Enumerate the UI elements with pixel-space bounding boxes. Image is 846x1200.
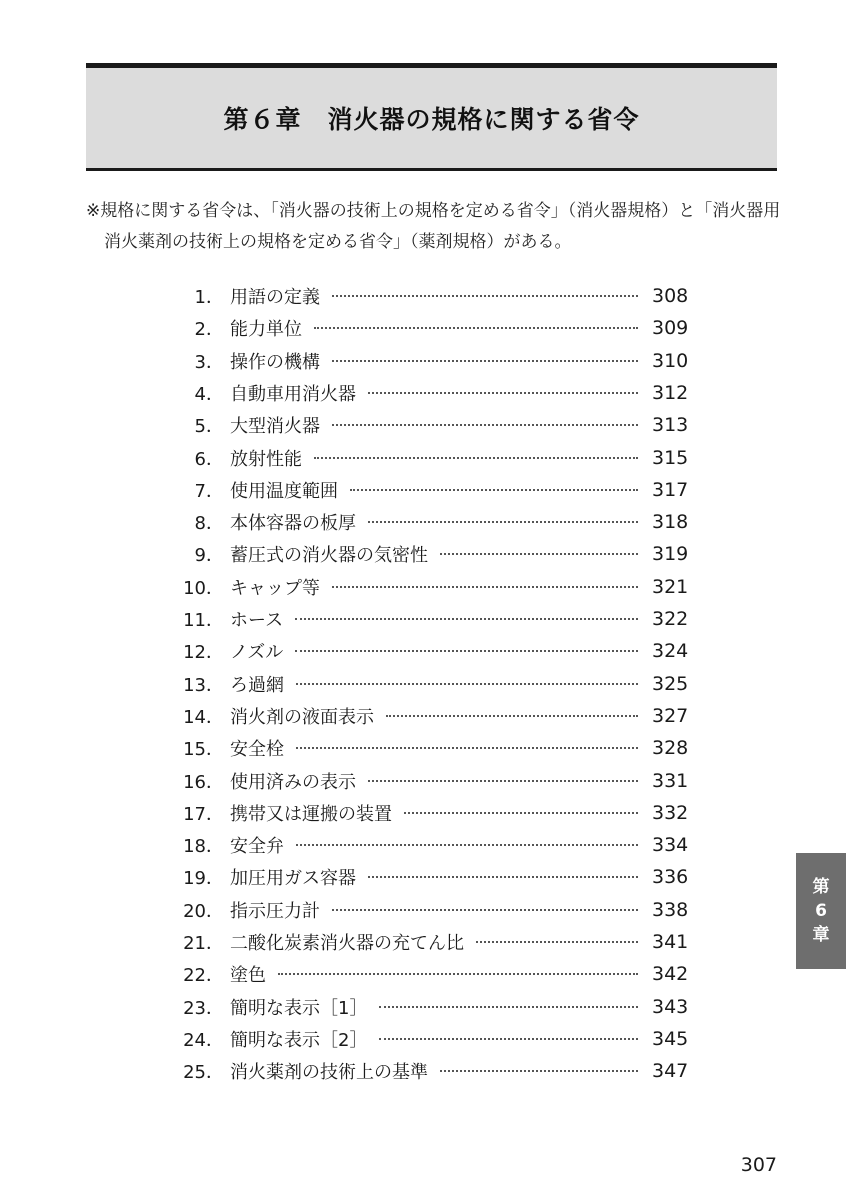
- toc-entry-number: 23．: [183, 997, 224, 1019]
- toc-entry-number: 5．: [194, 416, 224, 438]
- toc-entry: [180, 668, 710, 700]
- toc-entry-page: 315: [652, 446, 689, 469]
- toc-entry-number: 11．: [183, 610, 224, 631]
- toc-entry-number: 17．: [183, 803, 224, 825]
- toc-leader-dots: [295, 618, 638, 620]
- toc-entry: [180, 603, 710, 635]
- intro-note: ※規格に関する省令は、「消火器の技術上の規格を定める省令」（消火器規格）と「消火器用消火薬剤の技術上の規格を定める省令」（薬剤規格）がある。: [86, 201, 781, 252]
- toc-entry-page: 309: [652, 317, 689, 340]
- side-tab-char: 第: [812, 877, 830, 897]
- toc-entry-page: 310: [652, 349, 689, 372]
- toc-entry: [180, 797, 710, 829]
- toc-entry-page: 328: [652, 737, 689, 760]
- toc-entry-page: 312: [652, 381, 689, 404]
- toc-entry-page: 321: [652, 575, 689, 598]
- toc-entry: [180, 700, 710, 732]
- toc-entry: [180, 829, 710, 861]
- toc-leader-dots: [295, 650, 638, 652]
- toc-entry-page: 317: [652, 478, 689, 501]
- toc-leader-dots: [314, 457, 638, 459]
- toc-entry: [180, 732, 710, 764]
- toc-entry-number: 24．: [183, 1029, 224, 1051]
- toc-entry-number: 15．: [183, 739, 224, 761]
- toc-entry-title: 使用済みの表示: [230, 771, 356, 793]
- chapter-banner: [86, 63, 777, 171]
- toc-entry-title: 操作の機構: [230, 351, 320, 373]
- toc-leader-dots: [404, 812, 638, 814]
- toc-entry: [180, 442, 710, 474]
- toc-entry-page: 345: [652, 1027, 689, 1050]
- toc-entry-number: 21．: [183, 933, 224, 954]
- toc-entry: [180, 345, 710, 377]
- toc-leader-dots: [368, 876, 638, 878]
- toc-entry-number: 7．: [194, 480, 224, 502]
- toc-entry-title: ろ過網: [230, 674, 284, 696]
- toc-entry-number: 19．: [183, 868, 224, 890]
- toc-leader-dots: [332, 295, 638, 297]
- toc-entry-title: 携帯又は運搬の装置: [230, 803, 392, 825]
- toc-entry: [180, 958, 710, 990]
- toc-leader-dots: [332, 909, 638, 911]
- toc-entry-number: 6．: [194, 448, 224, 470]
- toc-entry-page: 334: [652, 834, 689, 857]
- toc-leader-dots: [476, 941, 638, 943]
- toc-entry: [180, 312, 710, 344]
- toc-entry: [180, 474, 710, 506]
- toc-leader-dots: [440, 1070, 638, 1072]
- toc-leader-dots: [332, 360, 638, 362]
- toc-leader-dots: [368, 780, 638, 782]
- toc-entry-title: 使用温度範囲: [230, 480, 338, 502]
- toc-entry-title: ホース: [230, 610, 284, 631]
- toc-leader-dots: [314, 327, 638, 329]
- toc-entry-title: 安全栓: [230, 739, 284, 761]
- toc-entry-page: 347: [652, 1060, 689, 1083]
- toc-entry-page: 322: [652, 608, 689, 630]
- toc-entry-title: 消火剤の液面表示: [230, 706, 374, 728]
- toc-entry-title: 自動車用消火器: [230, 383, 356, 405]
- chapter-title: 第６章 消火器の規格に関する省令: [223, 105, 640, 134]
- toc-leader-dots: [379, 1006, 638, 1008]
- toc-entry-number: 18．: [183, 836, 224, 858]
- toc-entry-page: 336: [652, 866, 689, 889]
- toc-leader-dots: [296, 683, 638, 685]
- toc-entry: [180, 635, 710, 667]
- toc-entry-number: 20．: [183, 900, 224, 922]
- toc-entry-number: 12．: [183, 642, 224, 664]
- toc-leader-dots: [440, 553, 638, 555]
- toc-entry: [180, 409, 710, 441]
- toc-leader-dots: [296, 747, 638, 749]
- toc-entry-title: 大型消火器: [230, 416, 320, 438]
- toc-entry-title: 二酸化炭素消火器の充てん比: [230, 933, 464, 954]
- toc-entry-title: 指示圧力計: [230, 900, 320, 922]
- toc-entry-page: 324: [652, 640, 689, 663]
- toc-entry-page: 331: [652, 769, 689, 792]
- toc-leader-dots: [368, 392, 638, 394]
- toc-entry-number: 10．: [183, 577, 224, 599]
- toc-entry: [180, 571, 710, 603]
- toc-entry-number: 13．: [183, 674, 224, 696]
- toc-entry-number: 22．: [183, 965, 224, 987]
- page-number: 307: [740, 1154, 777, 1176]
- side-tab-char: 6: [815, 901, 827, 921]
- toc-entry-number: 8．: [194, 513, 224, 535]
- toc-entry-page: 338: [652, 898, 689, 921]
- toc-entry: [180, 377, 710, 409]
- toc-leader-dots: [368, 521, 638, 523]
- toc-entry-title: 簡明な表示［2］: [230, 1029, 368, 1051]
- toc-entry-title: 塗色: [230, 965, 266, 987]
- toc-entry-page: 313: [652, 414, 689, 437]
- toc-entry: [180, 991, 710, 1023]
- toc-entry-title: 本体容器の板厚: [230, 513, 356, 535]
- toc-entry-number: 14．: [183, 706, 224, 728]
- toc-entry: [180, 538, 710, 570]
- toc-entry-title: 消火薬剤の技術上の基準: [230, 1062, 428, 1084]
- toc-entry-title: 用語の定義: [230, 287, 320, 308]
- toc-leader-dots: [386, 715, 638, 717]
- toc-entry: [180, 894, 710, 926]
- chapter-side-tab: [796, 853, 846, 969]
- toc-entry-title: 能力単位: [230, 319, 302, 341]
- toc-entry-number: 3．: [194, 351, 224, 373]
- toc-entry-title: 蓄圧式の消火器の気密性: [230, 545, 428, 567]
- toc-leader-dots: [350, 489, 638, 491]
- toc-leader-dots: [332, 424, 638, 426]
- side-tab-char: 章: [812, 925, 830, 945]
- toc-entry-title: ノズル: [230, 642, 284, 664]
- toc-entry: [180, 1023, 710, 1055]
- toc-entry-number: 4．: [194, 383, 224, 405]
- toc-leader-dots: [278, 973, 638, 975]
- toc-leader-dots: [332, 586, 638, 588]
- toc-entry: [180, 926, 710, 958]
- toc-entry-title: 簡明な表示［1］: [230, 997, 368, 1019]
- toc-entry-page: 332: [652, 801, 689, 824]
- toc-entry: [180, 1055, 710, 1087]
- toc-entry-title: 安全弁: [230, 836, 284, 858]
- toc-entry-page: 342: [652, 963, 689, 986]
- toc-entry: [180, 280, 710, 312]
- toc-entry-title: 放射性能: [230, 448, 302, 470]
- toc-entry-page: 319: [652, 543, 689, 566]
- toc-entry-page: 308: [652, 285, 689, 307]
- toc-entry: [180, 765, 710, 797]
- toc-entry: [180, 506, 710, 538]
- toc-entry-number: 1．: [194, 287, 224, 308]
- toc-entry-number: 16．: [183, 771, 224, 793]
- toc-entry-number: 9．: [194, 545, 224, 567]
- toc-entry-page: 327: [652, 704, 689, 727]
- toc-entry-number: 25．: [183, 1062, 224, 1084]
- toc-entry-title: 加圧用ガス容器: [230, 868, 356, 890]
- toc-entry-page: 318: [652, 511, 689, 534]
- toc-entry-number: 2．: [194, 319, 224, 341]
- toc-entry-page: 341: [652, 931, 689, 953]
- toc-leader-dots: [379, 1038, 638, 1040]
- toc-leader-dots: [296, 844, 638, 846]
- toc-entry-page: 343: [652, 995, 689, 1018]
- toc-entry-title: キャップ等: [230, 577, 320, 599]
- toc-entry-page: 325: [652, 672, 689, 695]
- toc-entry: [180, 861, 710, 893]
